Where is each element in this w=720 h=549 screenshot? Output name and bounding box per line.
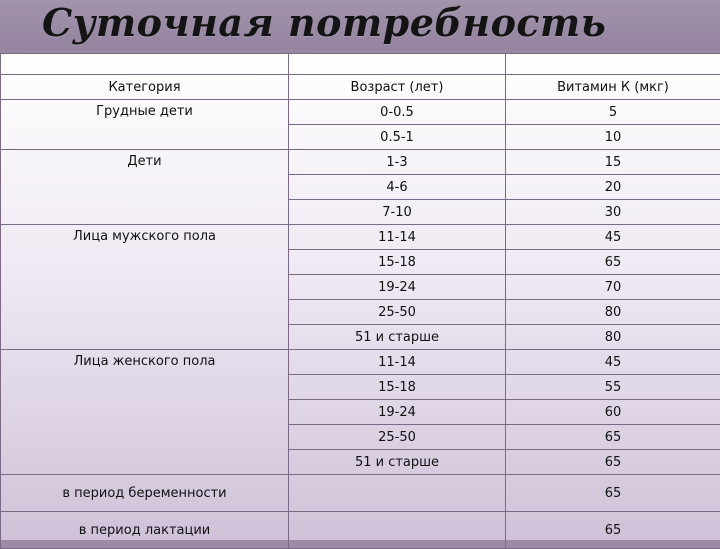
age-cell: 25-50 (289, 300, 506, 325)
value-cell: 15 (506, 150, 720, 175)
age-cell: 51 и старше (289, 325, 506, 350)
value-cell: 65 (506, 425, 720, 450)
table-container (0, 53, 720, 540)
category-cell: Лица мужского пола (1, 225, 289, 350)
header-age: Возраст (лет) (289, 75, 506, 100)
table-spacer-row (1, 54, 720, 75)
age-cell: 51 и старше (289, 450, 506, 475)
value-cell: 45 (506, 350, 720, 375)
value-cell: 70 (506, 275, 720, 300)
page-title: Суточная потребность (42, 0, 606, 45)
table-row (1, 225, 720, 250)
table-row (1, 350, 720, 375)
table-cell (1, 54, 289, 75)
age-cell: 25-50 (289, 425, 506, 450)
age-cell: 11-14 (289, 350, 506, 375)
age-cell: 4-6 (289, 175, 506, 200)
table-row (1, 100, 720, 125)
age-cell (289, 475, 506, 512)
value-cell: 20 (506, 175, 720, 200)
age-cell: 7-10 (289, 200, 506, 225)
category-cell: Дети (1, 150, 289, 225)
value-cell: 65 (506, 475, 720, 512)
value-cell: 45 (506, 225, 720, 250)
value-cell: 65 (506, 250, 720, 275)
value-cell: 55 (506, 375, 720, 400)
value-cell: 30 (506, 200, 720, 225)
category-cell: в период беременности (1, 475, 289, 512)
table-cell (506, 54, 720, 75)
table-row (1, 475, 720, 512)
table-row (1, 150, 720, 175)
age-cell: 1-3 (289, 150, 506, 175)
value-cell: 10 (506, 125, 720, 150)
age-cell: 0.5-1 (289, 125, 506, 150)
age-cell: 0-0.5 (289, 100, 506, 125)
category-cell: Грудные дети (1, 100, 289, 150)
age-cell: 15-18 (289, 250, 506, 275)
vitamin-k-table (0, 53, 720, 549)
header-vitamin-k: Витамин К (мкг) (506, 75, 720, 100)
category-cell: Лица женского пола (1, 350, 289, 475)
category-cell: в период лактации (1, 512, 289, 549)
value-cell: 65 (506, 450, 720, 475)
value-cell: 60 (506, 400, 720, 425)
age-cell: 19-24 (289, 275, 506, 300)
value-cell: 65 (506, 512, 720, 549)
value-cell: 80 (506, 325, 720, 350)
value-cell: 5 (506, 100, 720, 125)
table-row (1, 512, 720, 549)
table-header-row (1, 75, 720, 100)
age-cell (289, 512, 506, 549)
value-cell: 80 (506, 300, 720, 325)
age-cell: 11-14 (289, 225, 506, 250)
age-cell: 19-24 (289, 400, 506, 425)
table-cell (289, 54, 506, 75)
header-category: Категория (1, 75, 289, 100)
age-cell: 15-18 (289, 375, 506, 400)
